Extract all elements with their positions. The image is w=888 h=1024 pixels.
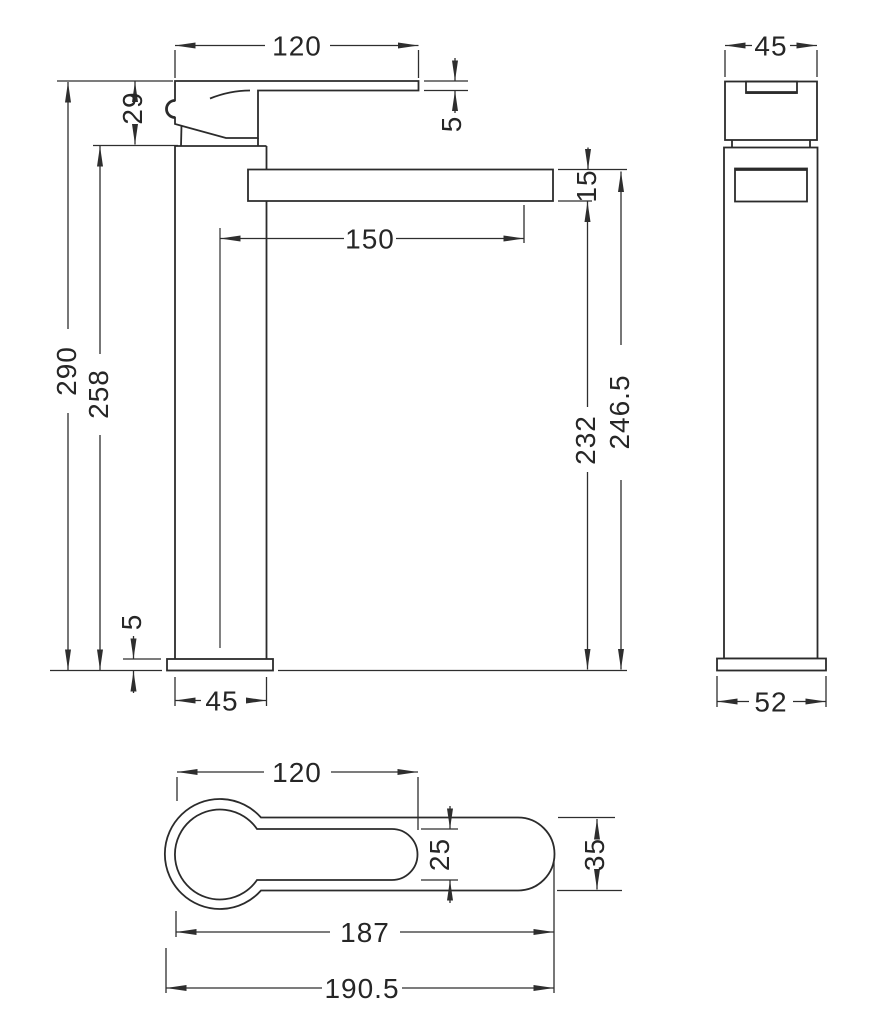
front-lever-hinge-arc [167,101,176,118]
side-body [724,148,818,659]
dim-label-front-body-height: 258 [83,369,114,419]
dim-label-top-lever-length: 120 [272,757,322,788]
dim-label-front-lever-height: 29 [117,91,148,125]
dim-front-body-width [175,677,267,717]
top-outer-profile [165,799,555,909]
dim-side-width [725,31,817,78]
dim-front-spout-top-height [604,172,635,670]
top-view [165,799,555,909]
dim-label-front-spout-thickness: 15 [571,169,602,203]
front-lever-outline [167,81,419,138]
dim-label-front-spout-top-height: 246.5 [604,374,635,450]
front-base-plate [167,659,273,671]
dim-side-base-width [717,676,826,718]
top-inner-profile [175,810,418,900]
dim-front-lever-tip-thickness [424,58,468,132]
dim-label-front-body-width: 45 [205,685,239,717]
dim-label-front-spout-bottom-height: 232 [570,415,601,465]
dim-top-lever-width [421,806,458,903]
dim-front-spout-bottom-height [570,202,601,670]
dim-top-lever-length [177,757,418,830]
dim-label-side-width: 45 [754,30,788,62]
dimensions [51,31,826,1005]
side-spout-end [735,169,807,202]
front-spout [248,170,553,202]
front-neck-left [181,126,182,147]
side-handle [725,82,817,141]
dim-front-base-thickness [116,614,161,693]
front-view [50,81,627,671]
dim-label-top-overall-length: 190.5 [324,973,400,1004]
dim-label-top-body-to-spout-length: 187 [340,917,390,948]
dim-label-front-base-thickness: 5 [116,613,147,631]
dim-label-front-lever-tip-thickness: 5 [436,115,467,133]
side-view [717,82,826,671]
dim-front-lever-height [117,82,148,145]
dim-front-spout-thickness [558,148,627,203]
dim-label-side-base-width: 52 [754,686,788,718]
dim-label-front-overall-height: 290 [51,346,82,396]
dim-front-lever-length [175,31,419,79]
dim-label-front-spout-reach: 150 [345,223,395,255]
dim-label-top-lever-width: 25 [424,837,455,872]
dim-front-body-height [83,146,178,671]
dim-label-front-lever-length: 120 [272,30,322,62]
dim-top-overall-length [166,948,554,1004]
side-base-plate [717,659,826,671]
dim-top-spout-width [557,818,622,891]
dim-label-top-spout-width: 35 [579,837,610,872]
front-lever-curve [210,91,250,99]
